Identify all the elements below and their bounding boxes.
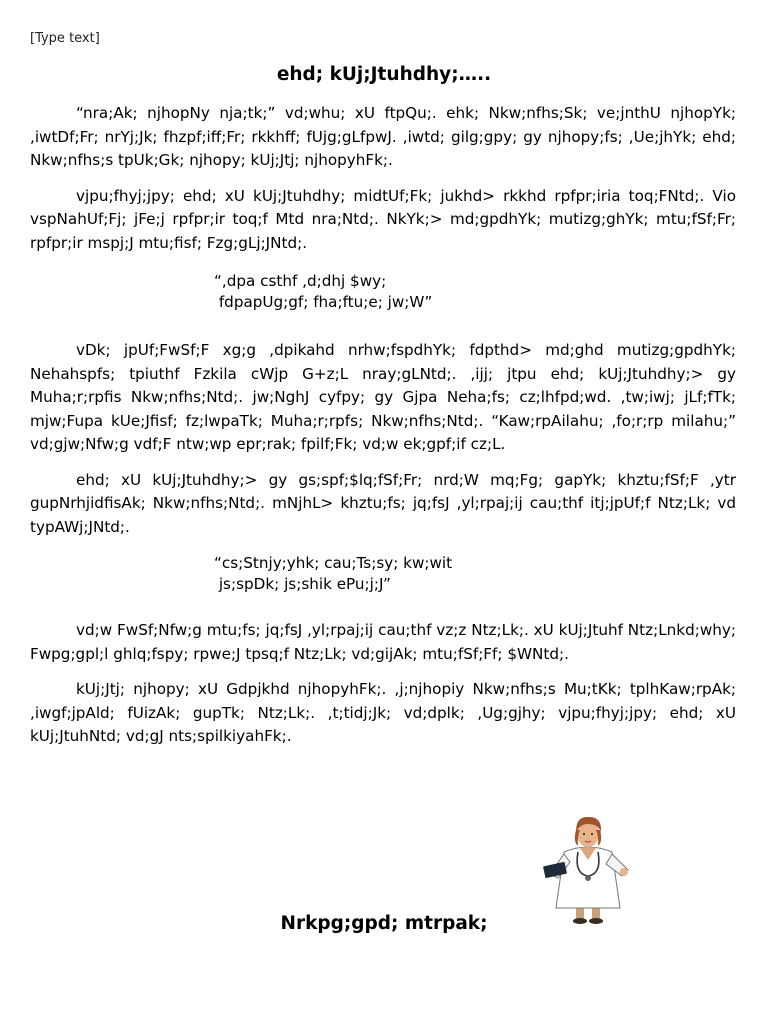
paragraph-6: kUj;Jtj; njhopy; xU Gdpjkhd njhopyhFk;. ,j;njhopiy Nkw;nfhs;s Mu;tKk; tplhKaw;rpAk; ,iwgf;jpAld; fUizAk; gupTk; Ntz;Lk;. ,t;tidj;Jk; vd;dplk; ,Ug;gjhy; vjpu;fhyj;jpy; ehd; xU kUj;JtuhNtd; vd;gJ nts;spilkiyahFk;. [30,680,736,745]
document-title: ehd; kUj;Jtuhdhy;….. [276,64,492,85]
signature-heading: Nrkpg;gpd; mtrpak; [280,913,488,934]
verse-2-line-1: “cs;Stnjy;yhk; cau;Ts;sy; kw;wit [214,554,453,572]
paragraph-4: ehd; xU kUj;Jtuhdhy;> gy gs;spf;$lq;fSf;Fr; nrd;W mq;Fg; gapYk; khztu;fSf;F ,ytr gupNrhjidfisAk; Nkw;nfhs;Ntd;. mNjhL> khztu;fs; jq;fsJ ,yl;rpaj;ij cau;thf itj;jpUf;f Ntz;Lk; vd typAWj;JNtd;. [30,470,736,536]
doctor-clipart-icon [540,812,636,924]
verse-quote-1 [30,271,736,313]
paragraph-2: vjpu;fhyj;jpy; ehd; xU kUj;Jtuhdhy; midtUf;Fk; jukhd> rkkhd rpfpr;iria toq;FNtd;. Vio vspNahUf;Fj; jFe;j rpfpr;ir toq;f Mtd nra;Ntd;. NkYk;> md;gpdhYk; mutizg;ghYk; mtu;fSf;Fr; rpfpr;ir mspj;J mtu;fisf; Fzg;gLj;JNtd;. [30,186,736,252]
essay-body [30,102,736,761]
verse-2-line-2: js;spDk; js;shik ePu;j;J” [214,575,391,593]
paragraph-3: vDk; jpUf;FwSf;F xg;g ,dpikahd nrhw;fspdhYk; fdpthd> md;ghd mutizg;gpdhYk; Nehahspfs; tpiuthf Fzkila cWjp G+z;L nray;gLNtd;. ,ijj; jtpu ehd; kUj;Jtuhdhy;> gy Muha;r;rpfis Nkw;nfhs;Ntd;. jw;NghJ cyfpy; gy Gjpa Neha;fs; cz;lhfpd;wd. ,tw;iwj; jLf;fTk; mjw;Fupa kUe;Jfisf; fz;lwpaTk; Muha;r;rpfs; Nkw;nfhs;Ntd;. “Kaw;rpAilahu; ,fo;r;rp milahu;” vd;gjw;Nfw;g vdf;F ntw;wp epr;rak; fpilf;Fk; vd;w ek;gpf;if cz;L. [30,341,736,453]
verse-quote-2 [30,553,736,595]
paragraph-1: “nra;Ak; njhopNy nja;tk;” vd;whu; xU ftpQu;. ehk; Nkw;nfhs;Sk; ve;jnthU njhopYk; ,iwtDf;Fr; nrYj;Jk; fhzpf;iff;Fr; rkkhff; fUjg;gLfpwJ. ,iwtd; gilg;gpy; gy njhopy;fs; ,Ue;jhYk; ehd; Nkw;nfhs;s tpUk;Gk; njhopy; kUj;Jtj; njhopyhFk;. [30,104,736,169]
verse-1-line-2: fdpapUg;gf; fha;ftu;e; jw;W” [214,293,433,311]
header-placeholder: [Type text] [30,31,100,46]
verse-1-line-1: “,dpa csthf ,d;dhj $wy; [214,272,387,290]
paragraph-5: vd;w FwSf;Nfw;g mtu;fs; jq;fsJ ,yl;rpaj;ij cau;thf vz;z Ntz;Lk;. xU kUj;Jtuhf Ntz;Lnkd;why; Fwpg;gpl;l ghlq;fspy; rpwe;J tpsq;f Ntz;Lk; vd;gijAk; mtu;fSf;Ff; $WNtd;. [30,621,736,663]
